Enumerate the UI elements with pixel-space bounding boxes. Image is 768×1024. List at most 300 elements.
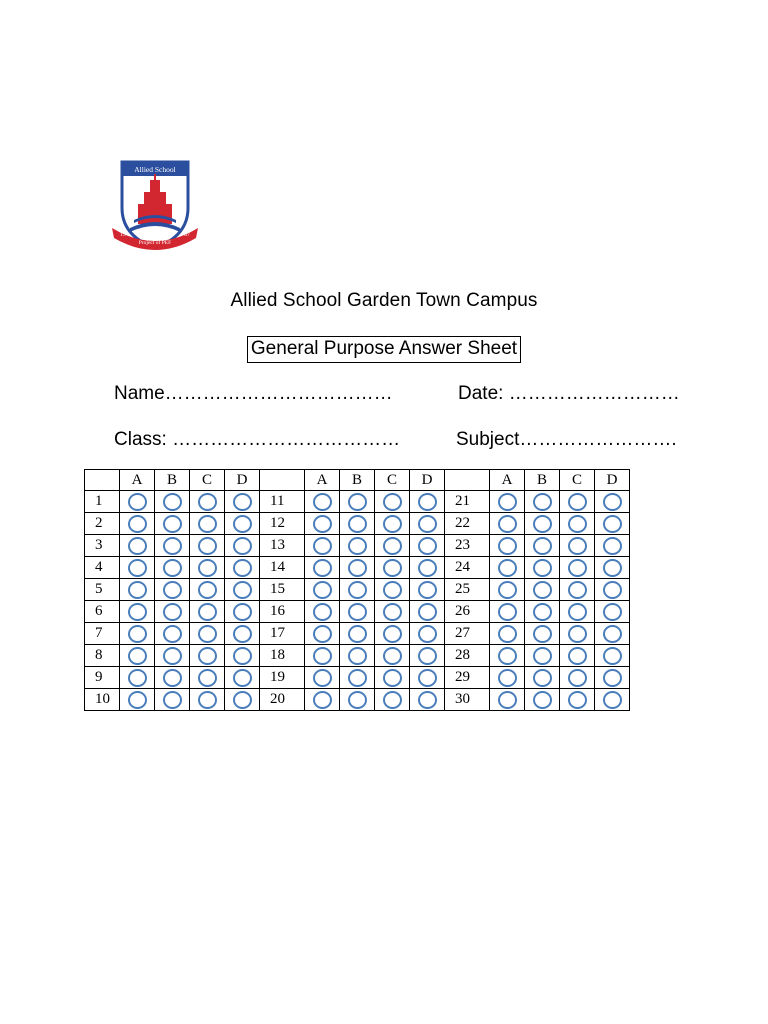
answer-cell — [560, 601, 595, 623]
answer-bubble-a[interactable] — [498, 515, 517, 533]
grid-header-row — [85, 470, 630, 491]
answer-bubble-d[interactable] — [418, 515, 437, 533]
answer-cell — [375, 535, 410, 557]
answer-cell — [525, 513, 560, 535]
answer-cell — [305, 579, 340, 601]
answer-cell — [525, 645, 560, 667]
answer-bubble-a[interactable] — [128, 581, 147, 599]
answer-cell — [410, 645, 445, 667]
answer-cell — [525, 535, 560, 557]
answer-bubble-a[interactable] — [128, 691, 147, 709]
answer-bubble-a[interactable] — [128, 493, 147, 511]
answer-bubble-a[interactable] — [128, 603, 147, 621]
option-header-a: A — [305, 470, 340, 491]
answer-bubble-b[interactable] — [163, 559, 182, 577]
answer-cell — [375, 667, 410, 689]
question-number: 20 — [260, 689, 305, 711]
answer-bubble-a[interactable] — [128, 559, 147, 577]
answer-cell — [155, 667, 190, 689]
question-number: 4 — [85, 557, 120, 579]
answer-cell — [155, 557, 190, 579]
answer-bubble-d[interactable] — [233, 669, 252, 687]
answer-cell — [190, 579, 225, 601]
answer-bubble-c[interactable] — [383, 669, 402, 687]
answer-bubble-d[interactable] — [603, 559, 622, 577]
answer-bubble-a[interactable] — [498, 537, 517, 555]
answer-bubble-c[interactable] — [568, 493, 587, 511]
answer-bubble-b[interactable] — [533, 669, 552, 687]
answer-cell — [305, 557, 340, 579]
table-row — [85, 579, 630, 601]
answer-bubble-c[interactable] — [198, 691, 217, 709]
answer-bubble-a[interactable] — [313, 691, 332, 709]
answer-cell — [225, 579, 260, 601]
answer-bubble-a[interactable] — [313, 625, 332, 643]
answer-cell — [410, 601, 445, 623]
answer-bubble-b[interactable] — [163, 669, 182, 687]
question-number: 6 — [85, 601, 120, 623]
answer-bubble-a[interactable] — [498, 647, 517, 665]
logo-text-top: Allied School — [134, 165, 176, 174]
logo-year-right: 87 — [184, 232, 190, 238]
answer-bubble-d[interactable] — [603, 581, 622, 599]
answer-cell — [595, 689, 630, 711]
answer-cell — [155, 623, 190, 645]
date-field: Date: ……………………… — [458, 383, 680, 404]
answer-bubble-b[interactable] — [533, 515, 552, 533]
answer-cell — [410, 557, 445, 579]
answer-cell — [340, 535, 375, 557]
logo-ribbon-text: Project of PEF — [138, 240, 172, 246]
table-row — [85, 645, 630, 667]
class-field: Class: ……………………………… — [114, 429, 401, 450]
answer-bubble-b[interactable] — [348, 625, 367, 643]
answer-cell — [155, 645, 190, 667]
answer-bubble-c[interactable] — [383, 581, 402, 599]
answer-bubble-b[interactable] — [533, 493, 552, 511]
answer-bubble-c[interactable] — [198, 581, 217, 599]
answer-bubble-c[interactable] — [198, 559, 217, 577]
answer-cell — [225, 623, 260, 645]
answer-bubble-c[interactable] — [198, 647, 217, 665]
option-header-a: A — [120, 470, 155, 491]
question-number: 8 — [85, 645, 120, 667]
answer-cell — [190, 689, 225, 711]
option-header-c: C — [560, 470, 595, 491]
name-field: Name……………………………… — [114, 383, 393, 404]
answer-bubble-c[interactable] — [198, 625, 217, 643]
answer-cell — [410, 623, 445, 645]
answer-cell — [490, 535, 525, 557]
answer-bubble-b[interactable] — [533, 537, 552, 555]
answer-cell — [305, 645, 340, 667]
answer-cell — [225, 513, 260, 535]
answer-bubble-d[interactable] — [418, 691, 437, 709]
answer-cell — [340, 689, 375, 711]
table-row — [85, 535, 630, 557]
answer-bubble-d[interactable] — [603, 493, 622, 511]
sheet-title-container — [0, 336, 768, 363]
answer-bubble-c[interactable] — [383, 537, 402, 555]
header-blank-cell — [260, 470, 305, 491]
answer-cell — [410, 579, 445, 601]
answer-bubble-d[interactable] — [418, 647, 437, 665]
answer-bubble-c[interactable] — [383, 493, 402, 511]
answer-bubble-c[interactable] — [568, 647, 587, 665]
answer-cell — [595, 667, 630, 689]
answer-cell — [525, 623, 560, 645]
question-number: 10 — [85, 689, 120, 711]
answer-cell — [120, 601, 155, 623]
question-number: 11 — [260, 491, 305, 513]
answer-cell — [305, 623, 340, 645]
answer-cell — [305, 667, 340, 689]
answer-bubble-b[interactable] — [163, 493, 182, 511]
question-number: 26 — [445, 601, 490, 623]
answer-bubble-c[interactable] — [568, 603, 587, 621]
answer-cell — [340, 557, 375, 579]
school-logo — [110, 158, 200, 254]
school-name: Allied School Garden Town Campus — [230, 290, 538, 311]
answer-bubble-b[interactable] — [163, 581, 182, 599]
answer-cell — [525, 557, 560, 579]
answer-bubble-a[interactable] — [128, 625, 147, 643]
answer-cell — [375, 579, 410, 601]
answer-cell — [490, 689, 525, 711]
answer-cell — [560, 689, 595, 711]
answer-cell — [525, 689, 560, 711]
answer-bubble-a[interactable] — [313, 581, 332, 599]
answer-cell — [120, 645, 155, 667]
answer-bubble-a[interactable] — [128, 669, 147, 687]
answer-bubble-d[interactable] — [418, 537, 437, 555]
answer-bubble-c[interactable] — [568, 691, 587, 709]
answer-bubble-a[interactable] — [498, 691, 517, 709]
answer-bubble-d[interactable] — [233, 537, 252, 555]
answer-cell — [155, 491, 190, 513]
answer-cell — [190, 601, 225, 623]
answer-bubble-d[interactable] — [418, 581, 437, 599]
answer-bubble-d[interactable] — [233, 625, 252, 643]
answer-bubble-b[interactable] — [348, 515, 367, 533]
question-number: 25 — [445, 579, 490, 601]
answer-cell — [305, 601, 340, 623]
answer-bubble-c[interactable] — [568, 515, 587, 533]
answer-bubble-c[interactable] — [383, 647, 402, 665]
answer-bubble-a[interactable] — [498, 559, 517, 577]
answer-bubble-c[interactable] — [383, 559, 402, 577]
answer-bubble-b[interactable] — [533, 647, 552, 665]
answer-cell — [375, 645, 410, 667]
answer-cell — [375, 491, 410, 513]
answer-bubble-d[interactable] — [418, 493, 437, 511]
answer-cell — [490, 491, 525, 513]
answer-bubble-c[interactable] — [383, 515, 402, 533]
header-blank-cell — [445, 470, 490, 491]
answer-cell — [525, 667, 560, 689]
answer-cell — [190, 667, 225, 689]
answer-cell — [560, 623, 595, 645]
answer-cell — [560, 667, 595, 689]
answer-bubble-d[interactable] — [418, 625, 437, 643]
answer-bubble-d[interactable] — [603, 537, 622, 555]
sheet-title: General Purpose Answer Sheet — [247, 336, 521, 363]
answer-cell — [375, 513, 410, 535]
answer-bubble-a[interactable] — [313, 493, 332, 511]
answer-cell — [490, 645, 525, 667]
answer-cell — [560, 557, 595, 579]
answer-cell — [410, 667, 445, 689]
answer-cell — [595, 579, 630, 601]
subject-field: Subject……………………. — [456, 429, 677, 450]
answer-cell — [225, 667, 260, 689]
question-number: 24 — [445, 557, 490, 579]
question-number: 7 — [85, 623, 120, 645]
question-number: 3 — [85, 535, 120, 557]
answer-cell — [120, 623, 155, 645]
answer-bubble-d[interactable] — [233, 559, 252, 577]
answer-cell — [190, 513, 225, 535]
answer-bubble-d[interactable] — [418, 669, 437, 687]
option-header-a: A — [490, 470, 525, 491]
answer-bubble-d[interactable] — [233, 515, 252, 533]
answer-bubble-b[interactable] — [348, 669, 367, 687]
question-number: 1 — [85, 491, 120, 513]
answer-cell — [595, 557, 630, 579]
answer-grid — [84, 469, 630, 711]
answer-cell — [305, 689, 340, 711]
answer-bubble-c[interactable] — [568, 669, 587, 687]
table-row — [85, 491, 630, 513]
header-blank-cell — [85, 470, 120, 491]
answer-bubble-c[interactable] — [568, 559, 587, 577]
answer-bubble-c[interactable] — [568, 625, 587, 643]
answer-bubble-c[interactable] — [383, 625, 402, 643]
answer-cell — [340, 623, 375, 645]
answer-bubble-b[interactable] — [163, 515, 182, 533]
answer-bubble-d[interactable] — [603, 603, 622, 621]
answer-bubble-b[interactable] — [163, 603, 182, 621]
answer-cell — [155, 689, 190, 711]
answer-bubble-a[interactable] — [313, 669, 332, 687]
table-row — [85, 667, 630, 689]
answer-cell — [560, 513, 595, 535]
table-row — [85, 513, 630, 535]
question-number: 13 — [260, 535, 305, 557]
answer-bubble-b[interactable] — [533, 559, 552, 577]
answer-bubble-a[interactable] — [313, 647, 332, 665]
table-row — [85, 557, 630, 579]
answer-cell — [490, 513, 525, 535]
answer-bubble-a[interactable] — [313, 515, 332, 533]
question-number: 12 — [260, 513, 305, 535]
question-number: 18 — [260, 645, 305, 667]
answer-cell — [225, 689, 260, 711]
answer-cell — [190, 557, 225, 579]
answer-cell — [120, 689, 155, 711]
answer-cell — [120, 579, 155, 601]
answer-bubble-d[interactable] — [603, 691, 622, 709]
answer-cell — [120, 491, 155, 513]
answer-bubble-d[interactable] — [233, 581, 252, 599]
answer-cell — [525, 579, 560, 601]
answer-cell — [120, 667, 155, 689]
answer-bubble-a[interactable] — [128, 537, 147, 555]
answer-bubble-a[interactable] — [498, 625, 517, 643]
option-header-b: B — [340, 470, 375, 491]
answer-bubble-d[interactable] — [233, 691, 252, 709]
answer-cell — [225, 491, 260, 513]
answer-bubble-c[interactable] — [383, 691, 402, 709]
answer-cell — [560, 535, 595, 557]
answer-cell — [155, 513, 190, 535]
question-number: 27 — [445, 623, 490, 645]
answer-bubble-c[interactable] — [568, 537, 587, 555]
answer-cell — [595, 491, 630, 513]
answer-cell — [225, 535, 260, 557]
answer-cell — [225, 645, 260, 667]
answer-bubble-b[interactable] — [533, 581, 552, 599]
answer-bubble-d[interactable] — [418, 603, 437, 621]
answer-bubble-d[interactable] — [233, 647, 252, 665]
question-number: 23 — [445, 535, 490, 557]
answer-bubble-b[interactable] — [348, 581, 367, 599]
answer-cell — [340, 667, 375, 689]
answer-bubble-b[interactable] — [348, 559, 367, 577]
option-header-b: B — [155, 470, 190, 491]
question-number: 28 — [445, 645, 490, 667]
answer-cell — [595, 623, 630, 645]
table-row — [85, 623, 630, 645]
answer-cell — [305, 513, 340, 535]
answer-bubble-c[interactable] — [198, 603, 217, 621]
answer-cell — [120, 513, 155, 535]
option-header-b: B — [525, 470, 560, 491]
answer-cell — [410, 491, 445, 513]
answer-bubble-a[interactable] — [313, 559, 332, 577]
table-row — [85, 601, 630, 623]
answer-bubble-b[interactable] — [348, 691, 367, 709]
answer-cell — [595, 513, 630, 535]
answer-cell — [340, 579, 375, 601]
answer-bubble-a[interactable] — [128, 515, 147, 533]
answer-cell — [190, 491, 225, 513]
answer-cell — [340, 601, 375, 623]
answer-cell — [595, 601, 630, 623]
answer-cell — [225, 557, 260, 579]
question-number: 17 — [260, 623, 305, 645]
answer-bubble-b[interactable] — [348, 603, 367, 621]
answer-cell — [560, 491, 595, 513]
answer-cell — [340, 645, 375, 667]
answer-bubble-c[interactable] — [568, 581, 587, 599]
answer-bubble-c[interactable] — [198, 537, 217, 555]
answer-cell — [120, 557, 155, 579]
answer-bubble-b[interactable] — [348, 493, 367, 511]
table-row — [85, 689, 630, 711]
answer-cell — [560, 645, 595, 667]
answer-bubble-d[interactable] — [603, 647, 622, 665]
question-number: 22 — [445, 513, 490, 535]
answer-cell — [410, 689, 445, 711]
answer-cell — [190, 623, 225, 645]
answer-cell — [490, 601, 525, 623]
answer-cell — [305, 491, 340, 513]
answer-bubble-b[interactable] — [348, 647, 367, 665]
answer-bubble-a[interactable] — [313, 537, 332, 555]
answer-bubble-c[interactable] — [198, 515, 217, 533]
answer-bubble-b[interactable] — [533, 603, 552, 621]
answer-bubble-b[interactable] — [163, 647, 182, 665]
answer-bubble-a[interactable] — [498, 581, 517, 599]
answer-cell — [155, 535, 190, 557]
answer-bubble-b[interactable] — [533, 691, 552, 709]
answer-bubble-d[interactable] — [603, 669, 622, 687]
answer-bubble-b[interactable] — [163, 537, 182, 555]
answer-bubble-b[interactable] — [348, 537, 367, 555]
answer-bubble-b[interactable] — [533, 625, 552, 643]
answer-bubble-c[interactable] — [383, 603, 402, 621]
answer-cell — [120, 535, 155, 557]
answer-bubble-a[interactable] — [128, 647, 147, 665]
answer-bubble-a[interactable] — [498, 669, 517, 687]
question-number: 29 — [445, 667, 490, 689]
answer-bubble-c[interactable] — [198, 669, 217, 687]
answer-bubble-b[interactable] — [163, 691, 182, 709]
answer-bubble-d[interactable] — [603, 515, 622, 533]
question-number: 2 — [85, 513, 120, 535]
answer-bubble-c[interactable] — [198, 493, 217, 511]
answer-cell — [305, 535, 340, 557]
answer-bubble-d[interactable] — [233, 603, 252, 621]
option-header-c: C — [375, 470, 410, 491]
question-number: 21 — [445, 491, 490, 513]
answer-bubble-a[interactable] — [313, 603, 332, 621]
answer-cell — [340, 513, 375, 535]
answer-cell — [190, 645, 225, 667]
answer-cell — [595, 535, 630, 557]
question-number: 5 — [85, 579, 120, 601]
answer-cell — [375, 623, 410, 645]
answer-cell — [560, 579, 595, 601]
answer-bubble-b[interactable] — [163, 625, 182, 643]
answer-cell — [525, 601, 560, 623]
logo-year-left: 19 — [120, 232, 126, 238]
answer-cell — [375, 557, 410, 579]
question-number: 9 — [85, 667, 120, 689]
answer-cell — [225, 601, 260, 623]
question-number: 16 — [260, 601, 305, 623]
answer-cell — [190, 535, 225, 557]
question-number: 14 — [260, 557, 305, 579]
answer-cell — [490, 623, 525, 645]
option-header-d: D — [595, 470, 630, 491]
answer-cell — [410, 513, 445, 535]
answer-cell — [155, 601, 190, 623]
answer-cell — [410, 535, 445, 557]
answer-bubble-d[interactable] — [418, 559, 437, 577]
answer-cell — [490, 557, 525, 579]
question-number: 15 — [260, 579, 305, 601]
answer-cell — [595, 645, 630, 667]
answer-cell — [490, 579, 525, 601]
question-number: 30 — [445, 689, 490, 711]
answer-bubble-a[interactable] — [498, 493, 517, 511]
answer-bubble-a[interactable] — [498, 603, 517, 621]
answer-cell — [375, 601, 410, 623]
answer-bubble-d[interactable] — [233, 493, 252, 511]
answer-bubble-d[interactable] — [603, 625, 622, 643]
